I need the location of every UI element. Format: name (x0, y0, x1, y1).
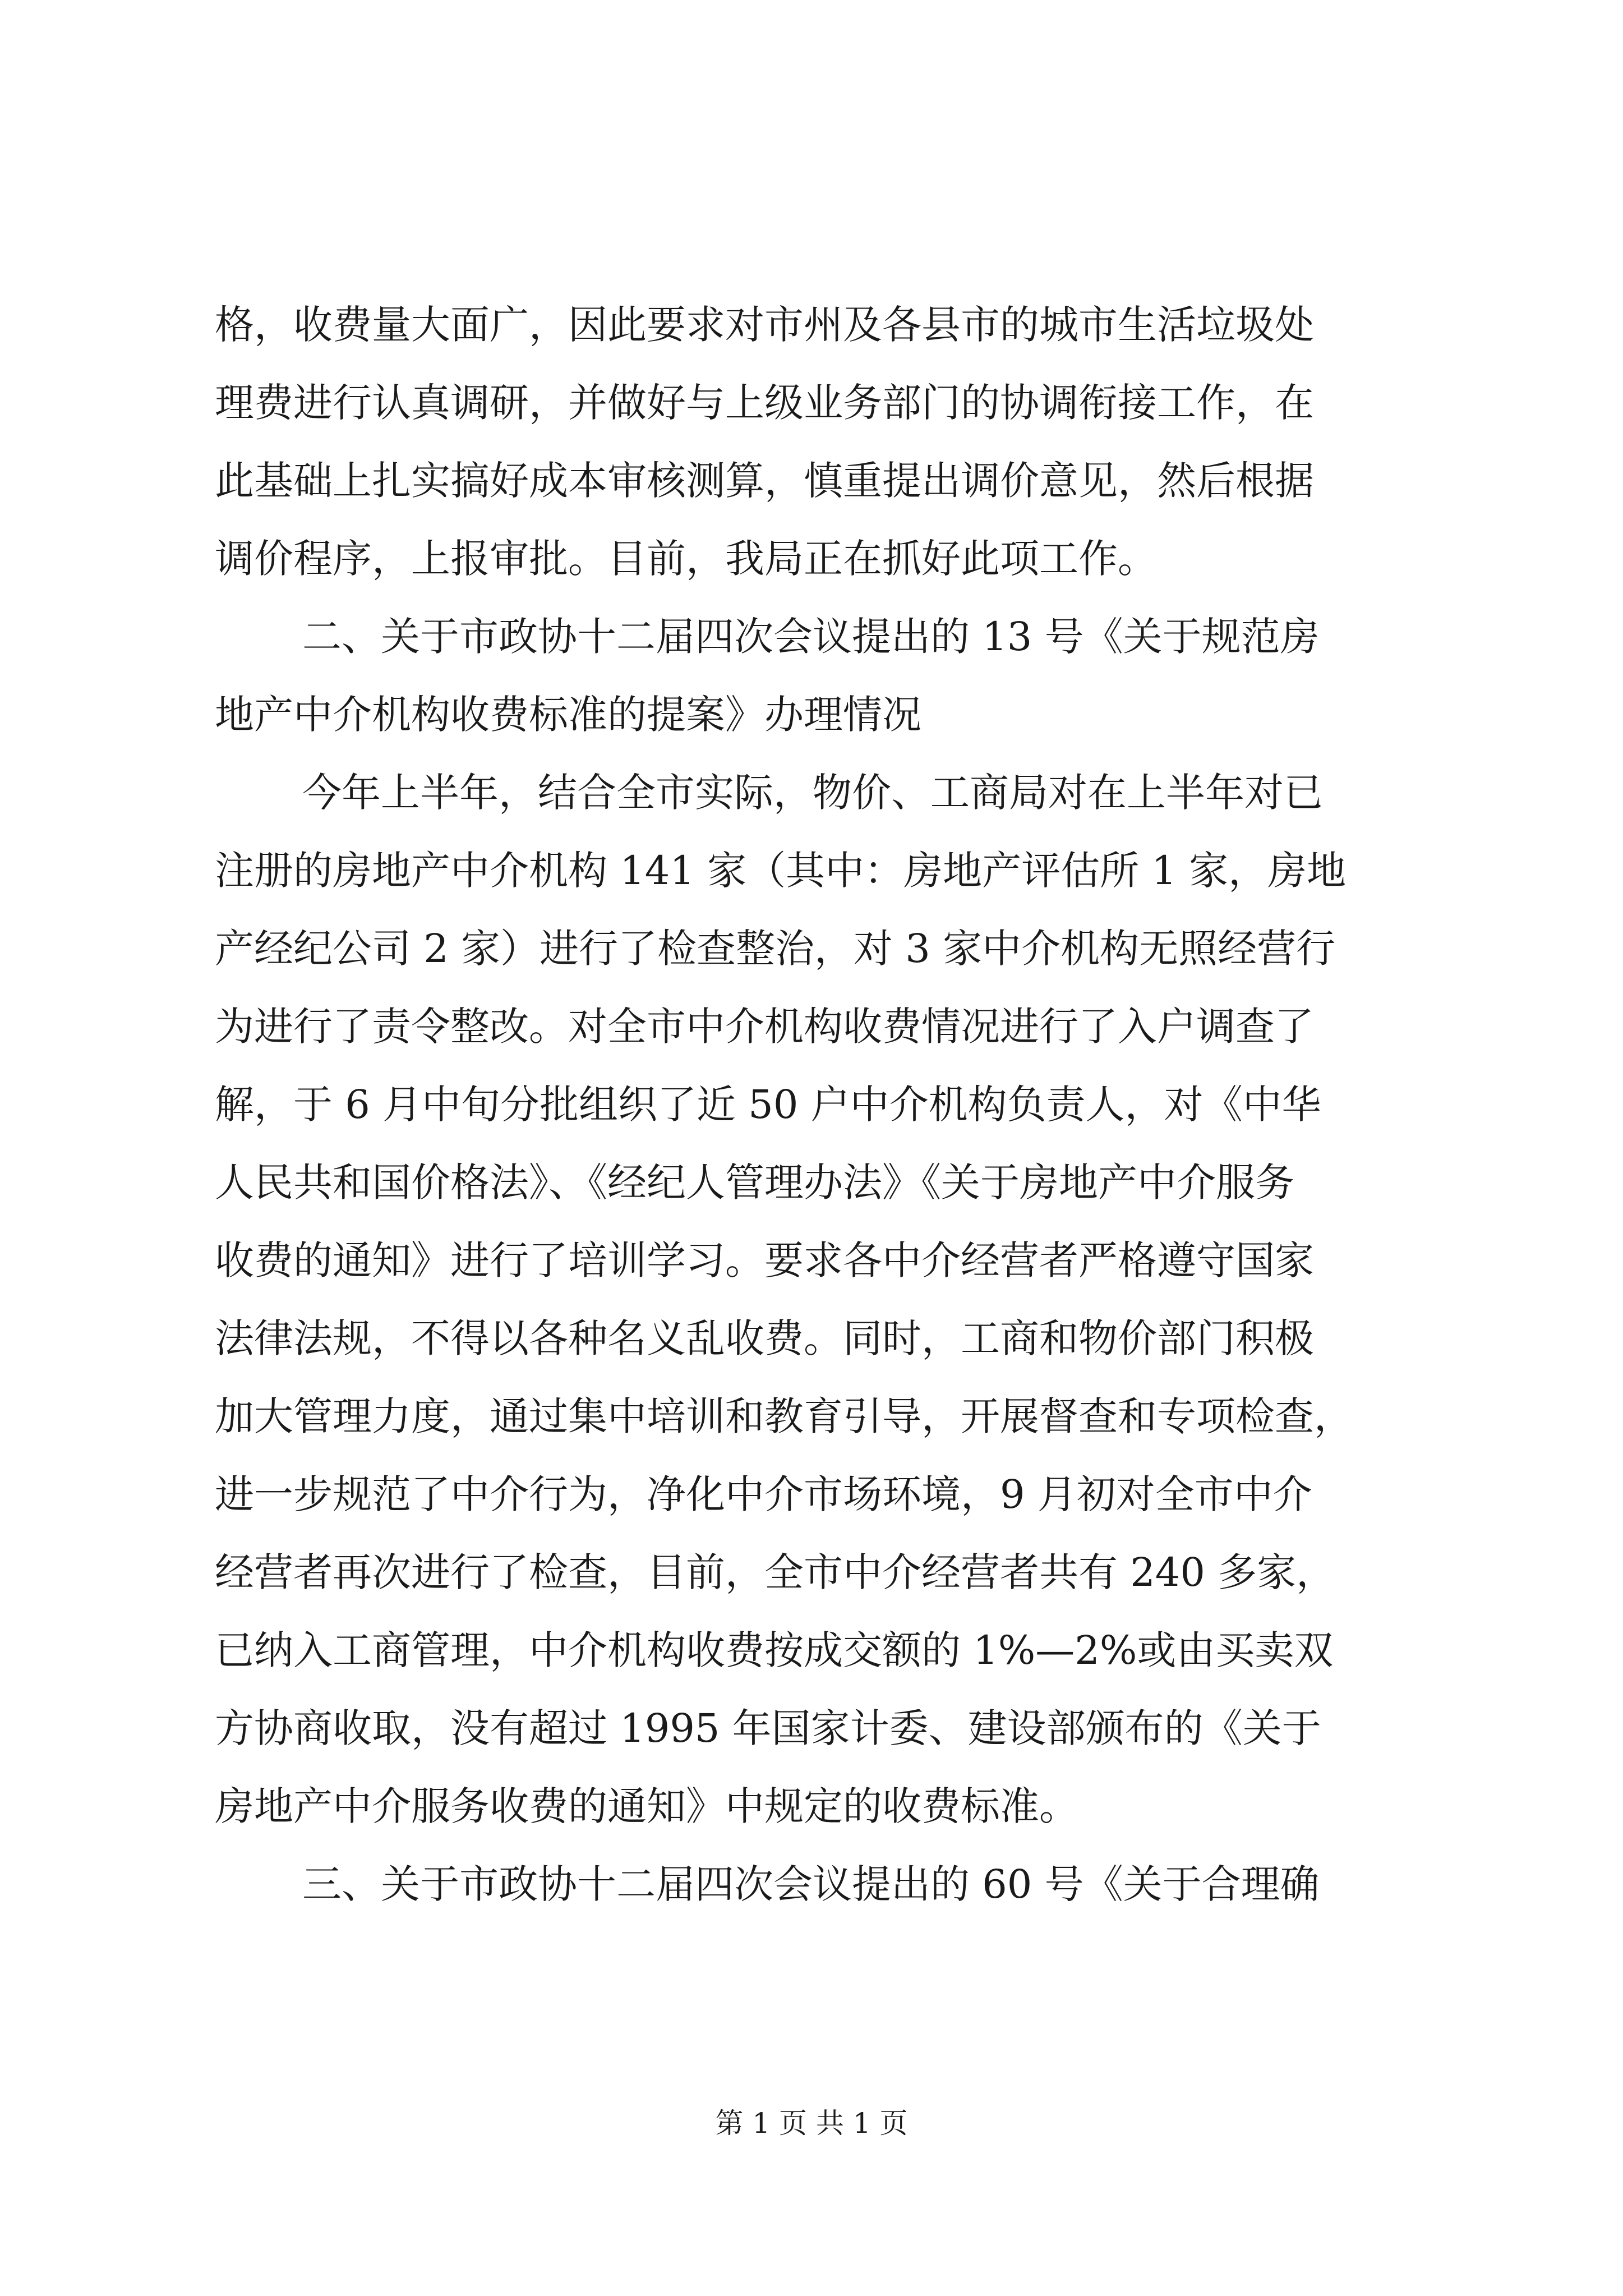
text-line: 房地产中介服务收费的通知》中规定的收费标准。 (215, 1783, 1078, 1829)
text-line: 已纳入工商管理，中介机构收费按成交额的 1%—2%或由买卖双 (215, 1627, 1334, 1673)
text-line: 加大管理力度，通过集中培训和教育引导，开展督查和专项检查， (215, 1393, 1353, 1439)
text-line: 三、关于市政协十二届四次会议提出的 60 号《关于合理确 (302, 1861, 1320, 1907)
text-line: 格，收费量大面广，因此要求对市州及各县市的城市生活垃圾处 (215, 302, 1314, 348)
text-line: 进一步规范了中介行为，净化中介市场环境，9 月初对全市中介 (215, 1471, 1312, 1517)
text-line: 收费的通知》进行了培训学习。要求各中介经营者严格遵守国家 (215, 1237, 1314, 1283)
text-line: 方协商收取，没有超过 1995 年国家计委、建设部颁布的《关于 (215, 1705, 1321, 1751)
text-line: 经营者再次进行了检查，目前，全市中介经营者共有 240 多家， (215, 1549, 1336, 1595)
text-line: 今年上半年，结合全市实际，物价、工商局对在上半年对已 (302, 770, 1323, 816)
text-line: 地产中介机构收费标准的提案》办理情况 (215, 692, 921, 738)
text-line: 为进行了责令整改。对全市中介机构收费情况进行了入户调查了 (215, 1004, 1314, 1050)
text-line: 解，于 6 月中旬分批组织了近 50 户中介机构负责人，对《中华 (215, 1082, 1321, 1128)
text-line: 此基础上扎实搞好成本审核测算，慎重提出调价意见，然后根据 (215, 458, 1314, 504)
text-line: 调价程序，上报审批。目前，我局正在抓好此项工作。 (215, 536, 1157, 582)
page-footer: 第 1 页 共 1 页 (715, 2107, 908, 2139)
text-line: 法律法规，不得以各种名义乱收费。同时，工商和物价部门积极 (215, 1315, 1314, 1361)
text-line: 人民共和国价格法》、《经纪人管理办法》《关于房地产中介服务 (215, 1159, 1294, 1205)
document-body (215, 286, 1409, 1924)
text-line: 二、关于市政协十二届四次会议提出的 13 号《关于规范房 (302, 614, 1320, 660)
text-line: 注册的房地产中介机构 141 家（其中：房地产评估所 1 家，房地 (215, 848, 1347, 894)
text-line: 理费进行认真调研，并做好与上级业务部门的协调衔接工作，在 (215, 380, 1314, 426)
text-line: 产经纪公司 2 家）进行了检查整治，对 3 家中介机构无照经营行 (215, 926, 1336, 972)
